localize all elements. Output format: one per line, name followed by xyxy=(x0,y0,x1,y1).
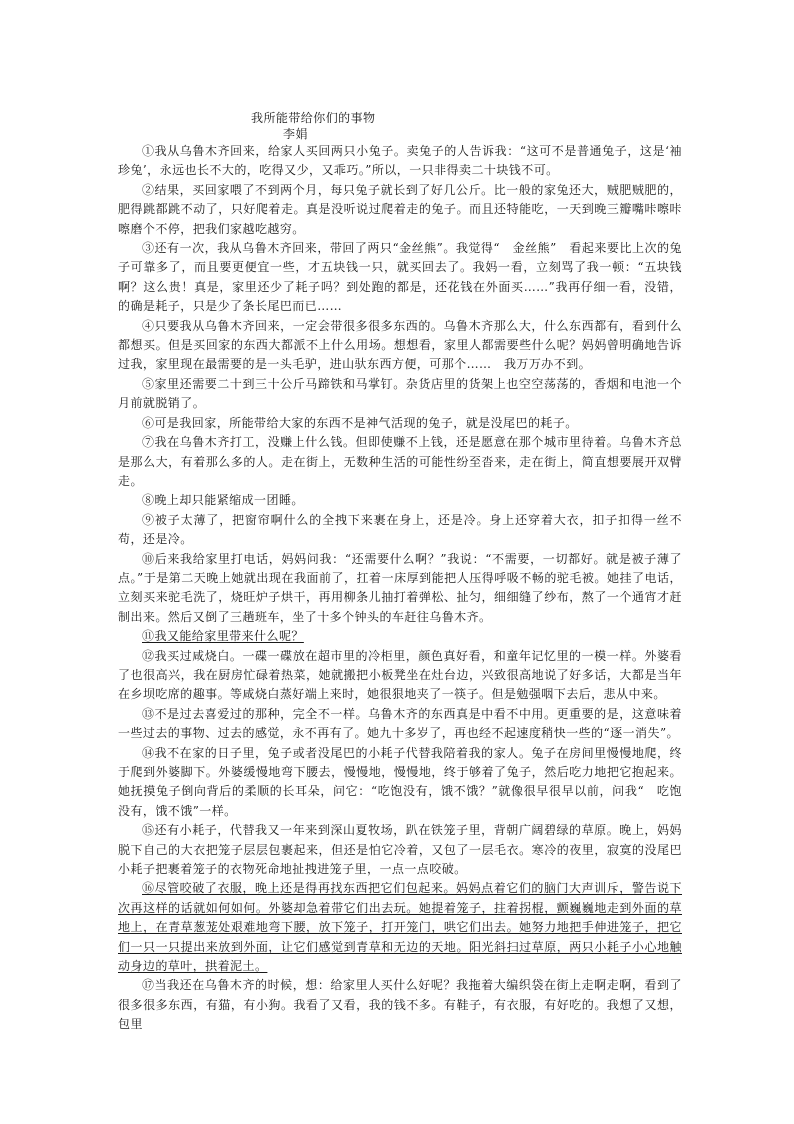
paragraph-6: ⑥可是我回家，所能带给大家的东西不是神气活现的兔子，就是没尾巴的耗子。 xyxy=(142,415,578,430)
paragraph-7: ⑦我在乌鲁木齐打工，没赚上什么钱。但即使赚不上钱，还是愿意在那个城市里待着。乌鲁木齐总是那么大，有着那么多的人。走在街上，无数种生活的可能性纷至沓来，走在街上，简直想要展开双臂走。 xyxy=(118,435,682,488)
paragraph-2: ②结果，买回家喂了不到两个月，每只兔子就长到了好几公斤。比一般的家兔还大，贼肥贼肥的，肥得跳都跳不动了，只好爬着走。真是没听说过爬着走的兔子。而且还特能吃，一天到晚三瓣嘴咔嚓咔嚓磨个不停，把我们家越吃越穷。 xyxy=(118,182,682,236)
paragraph-14: ⑭我不在家的日子里，兔子或者没尾巴的小耗子代替我陪着我的家人。兔子在房间里慢慢地爬，终于爬到外婆脚下。外婆缓慢地弯下腰去，慢慢地，慢慢地，终于够着了兔子，然后吃力地把它抱起来。她抚摸兔子倒向背后的柔顺的长耳朵，问它：“吃饱没有，饿不饿？”就像很早很早以前，问我“ 吃饱没有，饿不饿”一样。 xyxy=(118,745,682,818)
article-title: 我所能带给你们的事物 xyxy=(251,111,376,125)
paragraph-12: ⑫我买过咸烧白。一碟一碟放在超市里的冷柜里，颜色真好看，和童年记忆里的一模一样。外婆看了也很高兴，我在厨房忙碌着热菜，她就搬把小板凳坐在灶台边，兴致很高地说了好多话，大都是当年在乡坝吃席的趣事。等咸烧白蒸好端上来时，她很狠地夹了一筷子。但是勉强咽下去后，悲从中来。 xyxy=(118,648,682,702)
paragraph-15: ⑮还有小耗子，代替我又一年来到深山夏牧场，趴在铁笼子里，背朝广阔碧绿的草原。晚上，妈妈脱下自己的大衣把笼子层层包裹起来，但还是怕它冷着，又包了一层毛衣。寒冷的夜里，寂寞的没尾巴小耗子把裹着笼子的衣物死命地扯拽进笼子里，一点一点咬破。 xyxy=(118,823,682,877)
document-page xyxy=(118,110,682,1035)
paragraph-5: ⑤家里还需要二十到三十公斤马蹄铁和马掌钉。杂货店里的货架上也空空荡荡的，香烟和电池一个月前就脱销了。 xyxy=(118,376,682,411)
paragraph-9: ⑨被子太薄了，把窗帘啊什么的全拽下来裹在身上，还是冷。身上还穿着大衣，扣子扣得一丝不苟，还是冷。 xyxy=(118,512,682,547)
underlined-question: ⑪我又能给家里带来什么呢？ xyxy=(142,629,304,644)
paragraph-11 xyxy=(118,627,682,646)
paragraph-10: ⑩后来我给家里打电话，妈妈问我：“还需要什么啊？”我说：“不需要，一切都好。就是被子薄了点。”于是第二天晚上她就出现在我面前了，扛着一床厚到能把人压得呼吸不畅的驼毛被。她挂了电话，立刻买来驼毛洗了，烧旺炉子烘干，再用柳条儿抽打着弹松、扯匀，细细缝了纱布，熬了一个通宵才赶制出来。然后又倒了三趟班车，坐了十多个钟头的车赶往乌鲁木齐。 xyxy=(118,551,682,624)
paragraph-4: ④只要我从乌鲁木齐回来，一定会带很多很多东西的。乌鲁木齐那么大，什么东西都有，看到什么都想买。但是买回家的东西大都派不上什么用场。想想看，家里人都需要些什么呢？妈妈曾明确地告诉过我，家里现在最需要的是一头毛驴，进山驮东西方便，可那个…… 我万万办不到。 xyxy=(118,318,682,372)
paragraph-3: ③还有一次，我从乌鲁木齐回来，带回了两只“金丝熊”。我觉得“ 金丝熊” 看起来要比上次的兔子可靠多了，而且要更便宜一些，才五块钱一只，就买回去了。我妈一看，立刻骂了我一顿：“五块钱啊？这么贵！真是，家里还少了耗子吗？到处跑的都是，还花钱在外面买……”我再仔细一看，没错，的确是耗子，只是少了条长尾巴而已…… xyxy=(118,241,682,314)
article-author: 李娟 xyxy=(283,127,308,141)
paragraph-1: ①我从乌鲁木齐回来，给家人买回两只小兔子。卖兔子的人告诉我：“这可不是普通兔子，这是‘袖珍兔’，永远也长不大的，吃得又少，又乖巧。”所以，一只非得卖二十块钱不可。 xyxy=(118,144,682,178)
underlined-passage: ⑯尽管咬破了衣服，晚上还是得再找东西把它们包起来。妈妈点着它们的脑门大声训斥，警告说下次再这样的话就如何如何。外婆却急着带它们出去玩。她提着笼子，拄着拐棍，颤巍巍地走到外面的草地上，在青草葱茏处艰难地弯下腰，放下笼子，打开笼门，哄它们出去。她努力地把手伸进笼子，把它们一只一只提出来放到外面，让它们感觉到青草和无边的天地。阳光斜扫过草原，两只小耗子小心地触动身边的草叶，拱着泥土。 xyxy=(118,881,682,974)
paragraph-13: ⑬不是过去喜爱过的那种，完全不一样。乌鲁木齐的东西真是中看不中用。更重要的是，这意味着一些过去的事物、过去的感觉，永不再有了。她九十多岁了，再也经不起速度稍快一些的“逐一消失”。 xyxy=(118,706,682,741)
paragraph-16 xyxy=(118,879,682,976)
paragraph-8: ⑧晚上却只能紧缩成一团睡。 xyxy=(142,493,304,508)
paragraph-17: ⑰当我还在乌鲁木齐的时候，想：给家里人买什么好呢？我拖着大编织袋在街上走啊走啊，看到了很多很多东西，有猫，有小狗。我看了又看，我的钱不多。有鞋子，有衣服，有好吃的。我想了又想，包里 xyxy=(118,978,682,1032)
